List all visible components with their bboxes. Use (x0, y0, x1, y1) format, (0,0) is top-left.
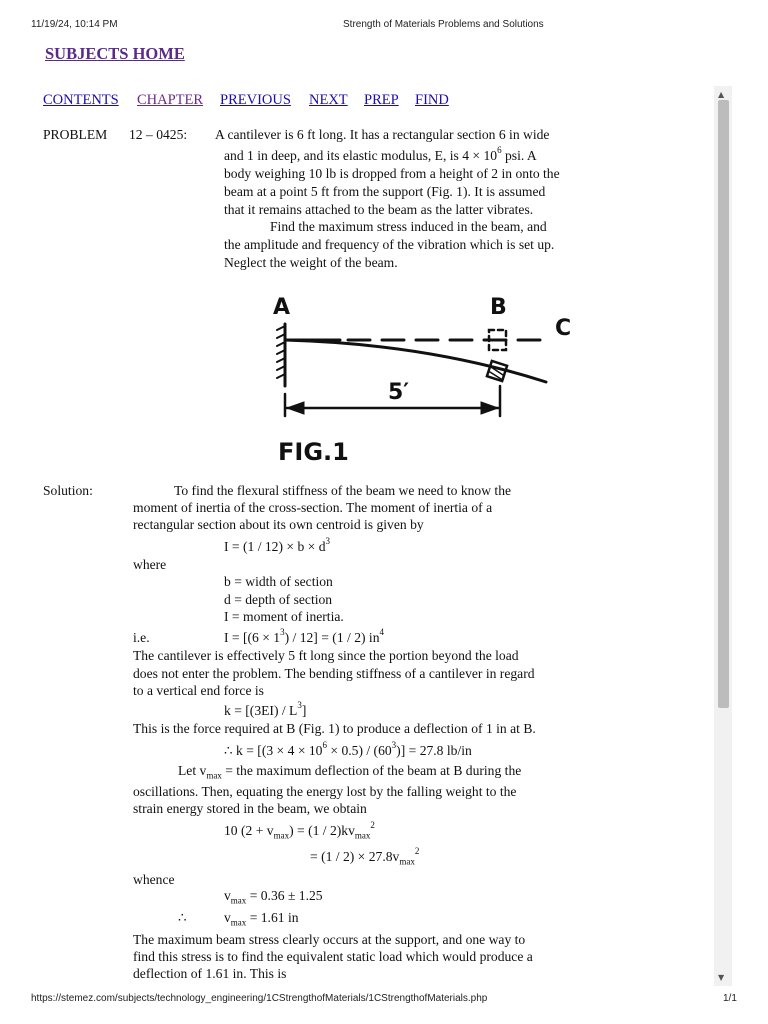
previous-link[interactable]: PREVIOUS (220, 92, 291, 108)
problem-line: Find the maximum stress induced in the beam, and (270, 219, 547, 234)
solution-line: oscillations. Then, equating the energy lost by the falling weight to the (133, 784, 517, 799)
problem-line: and 1 in deep, and its elastic modulus, E, is $4 \times 10^6$ psi. A (224, 145, 537, 163)
figure-caption: FIG.1 (278, 438, 349, 466)
problem-line: the amplitude and frequency of the vibration which is set up. (224, 237, 555, 252)
equation: $v_{max} = 1.61$ in (224, 910, 299, 928)
equation: $I = (1 / 12) \times b \times d^3$ (224, 536, 331, 554)
scroll-down-arrow-icon[interactable]: ▼ (718, 973, 725, 982)
problem-line: beam at a point 5 ft from the support (Fig. 1). It is assumed (224, 184, 546, 199)
label-a: A (273, 295, 291, 320)
equation: ∴ $k = [(3 \times 4 \times 10^6 \times 0.5) / (60^3)] = 27.8$ lb/in (224, 740, 472, 758)
beam-deflected (285, 340, 546, 382)
scrollbar-thumb[interactable] (718, 100, 729, 708)
scroll-up-arrow-icon[interactable]: ▲ (718, 90, 725, 99)
cantilever-figure (258, 282, 588, 472)
solution-line: The cantilever is effectively 5 ft long since the portion beyond the load (133, 648, 519, 663)
definition: b = width of section (224, 574, 333, 589)
find-link[interactable]: FIND (415, 92, 449, 108)
problem-line: body weighing 10 lb is dropped from a height of 2 in onto the (224, 166, 560, 181)
solution-line: to a vertical end force is (133, 683, 264, 698)
solution-line: To find the flexural stiffness of the beam we need to know the (174, 483, 512, 498)
dimension-arrow-left (287, 402, 304, 414)
next-link[interactable]: NEXT (309, 92, 348, 108)
dimension-label: 5′ (388, 380, 410, 405)
solution-line: deflection of 1.61 in. This is (133, 966, 287, 981)
solution-line: where (133, 557, 167, 572)
print-doc-title: Strength of Materials Problems and Solutions (343, 19, 544, 30)
equation: = $(1 / 2) \times 27.8v_{max}^2$ (310, 846, 420, 867)
solution-label: Solution: (43, 483, 93, 498)
definition: I = moment of inertia. (224, 609, 344, 624)
solution-line: whence (133, 872, 175, 887)
solution-line: i.e. (133, 630, 150, 645)
print-page-number: 1/1 (723, 993, 737, 1004)
equation: $v_{max} = 0.36 \pm 1.25$ (224, 888, 323, 906)
problem-line: A cantilever is 6 ft long. It has a rectangular section 6 in wide (215, 127, 550, 142)
therefore-symbol: ∴ (178, 910, 187, 925)
print-url: https://stemez.com/subjects/technology_engineering/1CStrengthofMaterials/1CStrengthofMaterials.php (31, 993, 488, 1004)
problem-number: 12 – 0425: (129, 127, 188, 142)
solution-line: The maximum beam stress clearly occurs at the support, and one way to (133, 932, 526, 947)
definition: d = depth of section (224, 592, 333, 607)
label-b: B (490, 295, 507, 320)
label-c: C (555, 316, 572, 341)
solution-line: moment of inertia of the cross-section. The moment of inertia of a (133, 500, 493, 515)
equation: $k = [(3EI) / L^3]$ (224, 700, 307, 718)
solution-line: find this stress is to find the equivalent static load which would produce a (133, 949, 533, 964)
solution-line: strain energy stored in the beam, we obtain (133, 801, 367, 816)
problem-line: Neglect the weight of the beam. (224, 255, 398, 270)
print-datetime: 11/19/24, 10:14 PM (31, 19, 118, 30)
contents-link[interactable]: CONTENTS (43, 92, 119, 108)
equation: 10 $(2 + v_{max}) = (1 / 2)kv_{max}^2$ (224, 820, 375, 841)
prep-link[interactable]: PREP (364, 92, 399, 108)
subjects-home-link[interactable]: SUBJECTS HOME (45, 44, 185, 63)
chapter-link[interactable]: CHAPTER (137, 92, 204, 108)
problem-label: PROBLEM (43, 127, 108, 142)
solution-line: Let $v_{max}$ = the maximum deflection of the beam at B during the (178, 763, 522, 781)
equation: $I = [(6 \times 1^3) / 12] = (1 / 2)$ $in^4$ (224, 627, 384, 645)
solution-line: does not enter the problem. The bending stiffness of a cantilever in regard (133, 666, 535, 681)
solution-line: This is the force required at B (Fig. 1) to produce a deflection of 1 in at B. (133, 721, 536, 736)
solution-line: rectangular section about its own centroid is given by (133, 517, 424, 532)
problem-line: that it remains attached to the beam as the latter vibrates. (224, 202, 534, 217)
dimension-arrow-right (481, 402, 498, 414)
